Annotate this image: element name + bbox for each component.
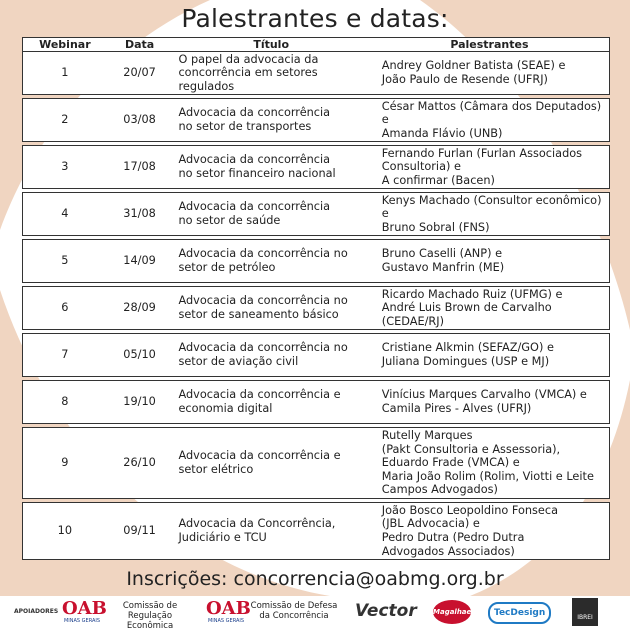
header-titulo: Título (253, 38, 290, 51)
cell-webinar: 8 (61, 395, 69, 409)
cell-palestrantes: Rutelly Marques (Pakt Consultoria e Assessoria), Eduardo Frade (VMCA) e Maria João Rolim (Rolim, Viotti e Leite Campos Advogados) (381, 429, 594, 497)
registration-email[interactable]: Inscrições: concorrencia@oabmg.org.br (126, 568, 504, 590)
table-row (22, 427, 610, 499)
cell-palestrantes: Andrey Goldner Batista (SEAE) e João Paulo de Resende (UFRJ) (381, 59, 566, 86)
cell-webinar: 1 (61, 66, 69, 80)
cell-palestrantes: César Mattos (Câmara dos Deputados) e Amanda Flávio (UNB) (381, 99, 602, 140)
cell-webinar: 10 (57, 524, 73, 538)
cell-titulo: O papel da advocacia da concorrência em setores regulados (178, 52, 319, 93)
cell-titulo: Advocacia da concorrência no setor de transportes (178, 106, 331, 133)
table-row (22, 98, 610, 142)
page-title: Palestrantes e datas: (181, 4, 449, 33)
cell-data: 31/08 (123, 207, 156, 221)
cell-data: 17/08 (123, 160, 156, 174)
oab-logo-1 (62, 598, 107, 624)
cell-palestrantes: João Bosco Leopoldino Fonseca (JBL Advocacia) e Pedro Dutra (Pedro Dutra Advogados Associados) (381, 503, 559, 558)
cell-titulo: Advocacia da concorrência e setor elétrico (178, 449, 341, 476)
cell-palestrantes: Kenys Machado (Consultor econômico) e Bruno Sobral (FNS) (381, 193, 602, 234)
tecdesign-logo: TecDesign (488, 602, 551, 624)
cell-data: 03/08 (123, 113, 156, 127)
cell-data: 14/09 (123, 254, 156, 268)
cell-palestrantes: Cristiane Alkmin (SEFAZ/GO) e Juliana Domingues (USP e MJ) (381, 341, 554, 368)
table-header (22, 37, 610, 51)
oab-logo-2 (206, 598, 251, 624)
cell-titulo: Advocacia da concorrência no setor de saneamento básico (178, 294, 348, 321)
oab-logo-text: OAB (206, 598, 251, 619)
schedule-table (22, 37, 610, 563)
header-palestrantes: Palestrantes (450, 38, 529, 51)
table-row (22, 145, 610, 189)
cell-palestrantes: Ricardo Machado Ruiz (UFMG) e André Luis Brown de Carvalho (CEDAE/RJ) (381, 287, 563, 328)
table-row (22, 51, 610, 95)
sponsors-bar (0, 596, 630, 630)
cell-webinar: 7 (61, 348, 69, 362)
cell-titulo: Advocacia da concorrência no setor de saúde (178, 200, 331, 227)
cell-titulo: Advocacia da concorrência e economia digital (178, 388, 341, 415)
cell-data: 09/11 (123, 524, 156, 538)
comissao-regulacao: Comissão de Regulação Econômica (122, 601, 178, 631)
cell-titulo: Advocacia da concorrência no setor financeiro nacional (178, 153, 336, 180)
cell-webinar: 4 (61, 207, 69, 221)
cell-titulo: Advocacia da Concorrência, Judiciário e TCU (178, 517, 336, 544)
cell-data: 19/10 (123, 395, 156, 409)
cell-webinar: 3 (61, 160, 69, 174)
sponsors-label: APOIADORES (14, 608, 59, 615)
table-row (22, 286, 610, 330)
vector-logo: Vector (355, 601, 417, 621)
cell-palestrantes: Fernando Furlan (Furlan Associados Consultoria) e A confirmar (Bacen) (381, 146, 583, 187)
cell-palestrantes: Vinícius Marques Carvalho (VMCA) e Camila Pires - Alves (UFRJ) (381, 388, 587, 415)
ibrei-logo: IBREI (572, 598, 598, 626)
cell-titulo: Advocacia da concorrência no setor de petróleo (178, 247, 348, 274)
table-row (22, 502, 610, 560)
cell-data: 28/09 (123, 301, 156, 315)
table-row (22, 380, 610, 424)
cell-webinar: 5 (61, 254, 69, 268)
header-webinar: Webinar (39, 38, 91, 51)
table-row (22, 239, 610, 283)
cell-data: 05/10 (123, 348, 156, 362)
cell-data: 20/07 (123, 66, 156, 80)
cell-palestrantes: Bruno Caselli (ANP) e Gustavo Manfrin (ME) (381, 247, 505, 274)
oab-logo-text: OAB (62, 598, 107, 619)
table-row (22, 192, 610, 236)
cell-webinar: 6 (61, 301, 69, 315)
header-data: Data (124, 38, 155, 51)
comissao-concorrencia: Comissão de Defesa da Concorrência (250, 601, 338, 621)
oab-logo-sub: MINAS GERAIS (207, 618, 245, 624)
magalhaes-logo: Magalhaes (433, 600, 471, 624)
oab-logo-sub: MINAS GERAIS (63, 618, 101, 624)
cell-titulo: Advocacia da concorrência no setor de aviação civil (178, 341, 348, 368)
table-row (22, 333, 610, 377)
cell-data: 26/10 (123, 456, 156, 470)
cell-webinar: 9 (61, 456, 69, 470)
cell-webinar: 2 (61, 113, 69, 127)
